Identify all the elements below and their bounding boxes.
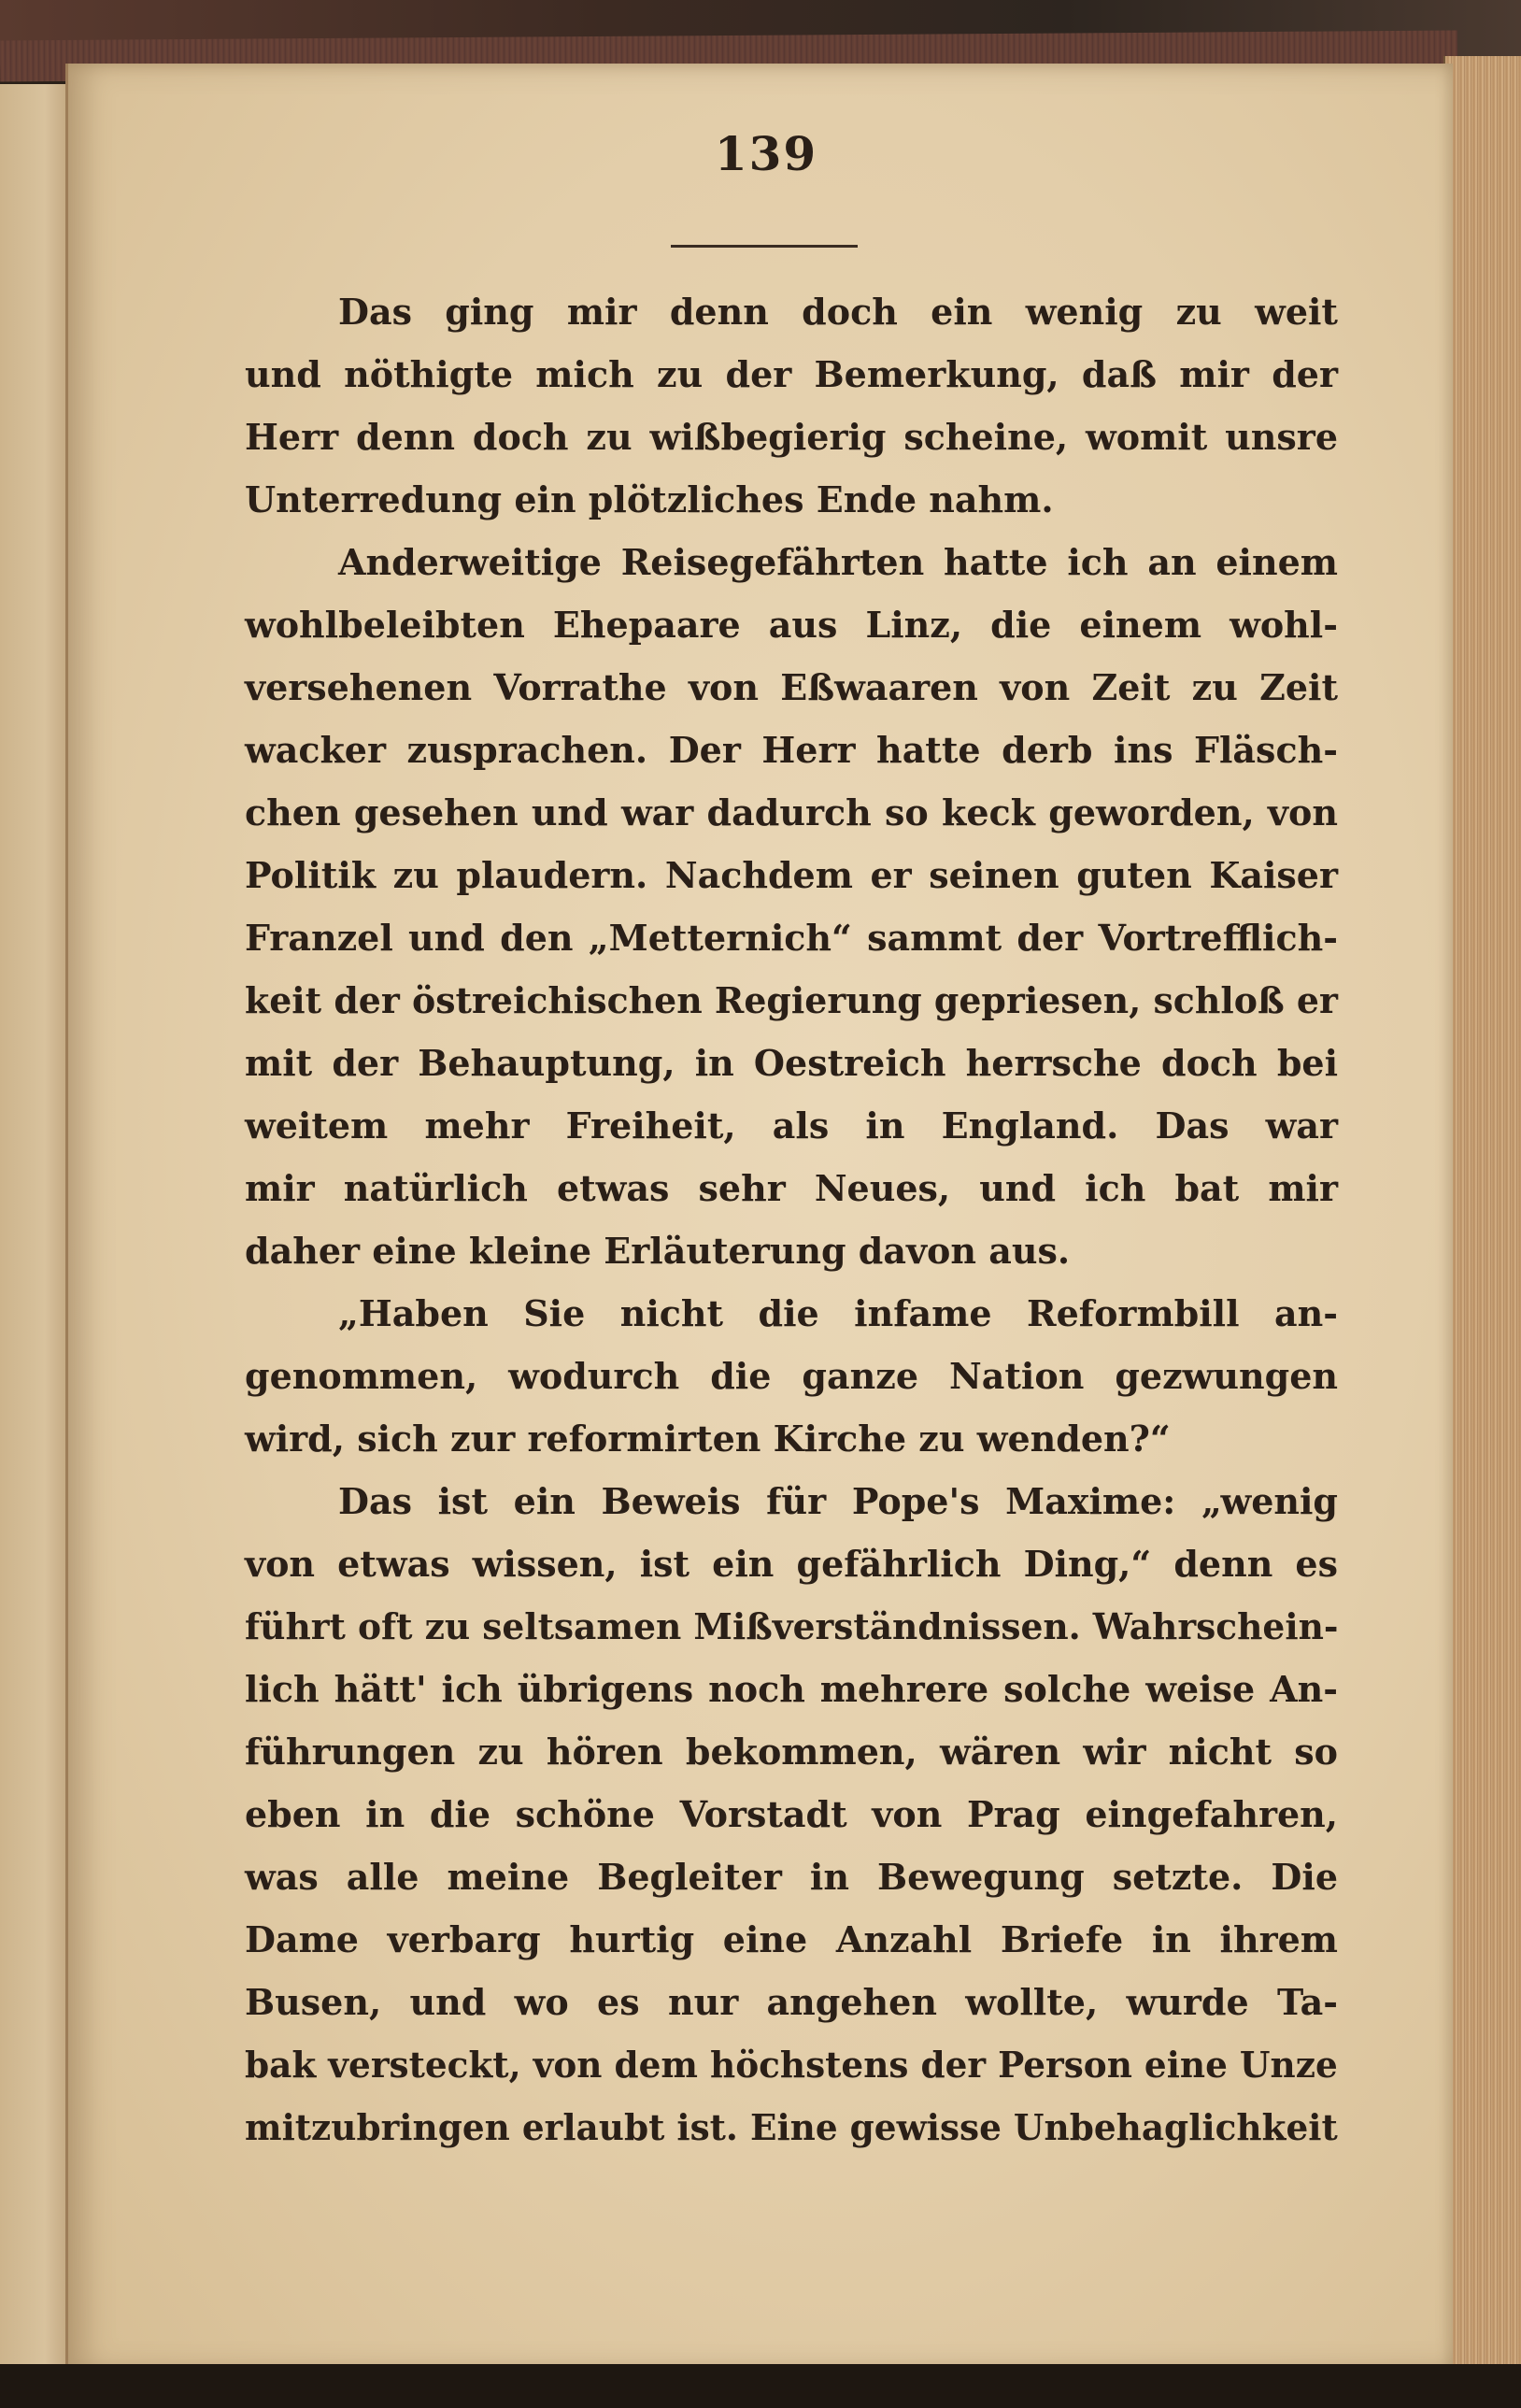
text-line: weitem mehr Freiheit, als in England. Das war xyxy=(245,1104,1338,1147)
text-line: keit der östreichischen Regierung gepriesen, schloß er xyxy=(245,979,1338,1021)
text-line: wohlbeleibten Ehepaare aus Linz, die einem wohl- xyxy=(245,604,1338,646)
text-line: Anderweitige Reisegefährten hatte ich an einem xyxy=(338,541,1338,583)
text-line: wacker zusprachen. Der Herr hatte derb ins Fläsch- xyxy=(245,729,1338,771)
text-line: bak versteckt, von dem höchstens der Person eine Unze xyxy=(245,2044,1338,2086)
bottom-shadow xyxy=(0,2364,1521,2408)
text-line: und nöthigte mich zu der Bemerkung, daß mir der xyxy=(245,353,1338,395)
text-line: Busen, und wo es nur angehen wollte, wurde Ta- xyxy=(245,1981,1338,2023)
text-line: mit der Behauptung, in Oestreich herrsche doch bei xyxy=(245,1042,1338,1084)
text-line: führungen zu hören bekommen, wären wir nicht so xyxy=(245,1731,1338,1773)
text-line: Franzel und den „Metternich“ sammt der Vortrefflich- xyxy=(245,917,1338,959)
page-body-text xyxy=(245,280,1338,2159)
text-line: eben in die schöne Vorstadt von Prag eingefahren, xyxy=(245,1793,1338,1835)
page-stack-edges xyxy=(1443,56,1521,2364)
text-line: mitzubringen erlaubt ist. Eine gewisse Unbehaglichkeit xyxy=(245,2106,1338,2148)
text-line: führt oft zu seltsamen Mißverständnissen. Wahrschein- xyxy=(245,1605,1339,1647)
text-line: was alle meine Begleiter in Bewegung setzte. Die xyxy=(245,1856,1338,1898)
text-line: lich hätt' ich übrigens noch mehrere solche weise An- xyxy=(245,1668,1338,1710)
text-line: Herr denn doch zu wißbegierig scheine, womit unsre xyxy=(245,416,1338,458)
text-line: Politik zu plaudern. Nachdem er seinen guten Kaiser xyxy=(245,854,1338,896)
text-line: Das ging mir denn doch ein wenig zu weit xyxy=(338,291,1338,333)
text-line: von etwas wissen, ist ein gefährlich Ding,“ denn es xyxy=(245,1543,1338,1585)
text-line: Dame verbarg hurtig eine Anzahl Briefe in ihrem xyxy=(245,1918,1338,1960)
text-line: Das ist ein Beweis für Pope's Maxime: „wenig xyxy=(338,1480,1338,1522)
header-rule xyxy=(671,245,858,248)
text-line: chen gesehen und war dadurch so keck geworden, von xyxy=(245,791,1338,834)
text-line: daher eine kleine Erläuterung davon aus. xyxy=(245,1230,1071,1272)
text-line: „Haben Sie nicht die infame Reformbill an- xyxy=(338,1292,1338,1334)
text-line: mir natürlich etwas sehr Neues, und ich bat mir xyxy=(245,1167,1338,1209)
text-line: genommen, wodurch die ganze Nation gezwungen xyxy=(245,1355,1338,1397)
text-line: Unterredung ein plötzliches Ende nahm. xyxy=(245,478,1054,520)
text-line: versehenen Vorrathe von Eßwaaren von Zeit zu Zeit xyxy=(245,666,1338,708)
text-line: wird, sich zur reformirten Kirche zu wenden?“ xyxy=(245,1418,1171,1460)
page-number: 139 xyxy=(714,126,818,181)
